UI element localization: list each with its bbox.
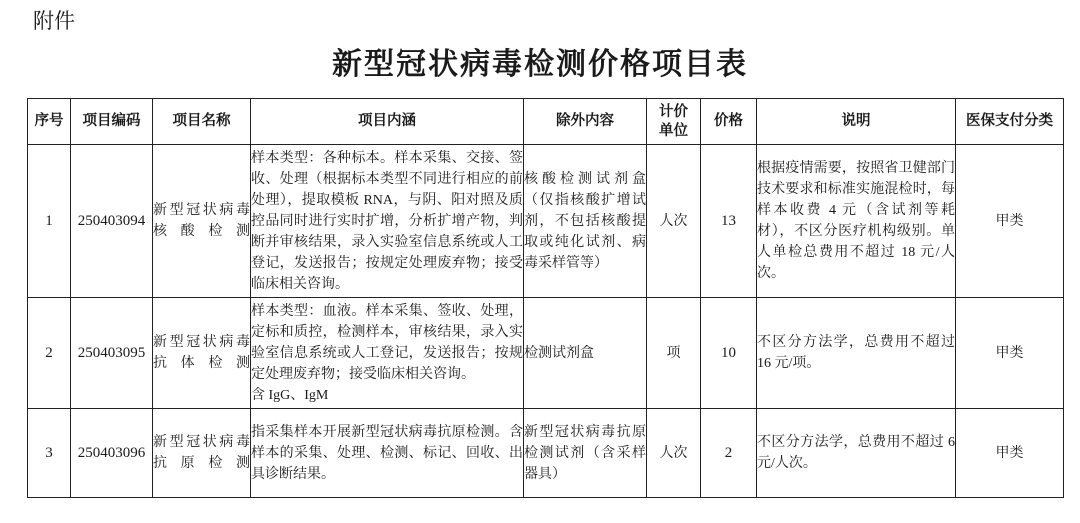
header-code: 项目编码 xyxy=(71,99,153,145)
table-row xyxy=(28,298,1064,409)
cell-index: 2 xyxy=(28,298,71,409)
price-table xyxy=(27,98,1064,498)
cell-content xyxy=(251,409,524,498)
cell-content xyxy=(251,145,524,298)
cell-notes: 不区分方法学，总费用不超过 6 元/人次。 xyxy=(757,409,956,498)
header-name: 项目名称 xyxy=(153,99,251,145)
cell-code: 250403095 xyxy=(71,298,153,409)
table-row xyxy=(28,145,1064,298)
header-notes: 说明 xyxy=(757,99,956,145)
table-row xyxy=(28,409,1064,498)
page-title: 新型冠状病毒检测价格项目表 xyxy=(332,48,748,81)
cell-price: 10 xyxy=(701,298,757,409)
cell-code: 250403094 xyxy=(71,145,153,298)
table-header xyxy=(28,99,1064,145)
cell-index: 1 xyxy=(28,145,71,298)
attachment-label: 附件 xyxy=(33,10,75,33)
cell-insurance: 甲类 xyxy=(956,409,1064,498)
cell-index: 3 xyxy=(28,409,71,498)
cell-insurance: 甲类 xyxy=(956,145,1064,298)
content-paragraph: 含 IgG、IgM xyxy=(251,387,329,403)
cell-price: 13 xyxy=(701,145,757,298)
content-paragraph: 指采集样本开展新型冠状病毒抗原检测。含样本的采集、处理、检测、标记、回收、出具诊断结果。 xyxy=(251,424,523,482)
cell-unit: 人次 xyxy=(647,145,701,298)
cell-name: 新型冠状病毒核酸检测 xyxy=(153,145,251,298)
header-unit xyxy=(647,99,701,145)
header-row xyxy=(28,99,1064,145)
cell-content xyxy=(251,298,524,409)
cell-price: 2 xyxy=(701,409,757,498)
header-content: 项目内涵 xyxy=(251,99,524,145)
cell-name: 新型冠状病毒抗体检测 xyxy=(153,298,251,409)
cell-excluded: 新型冠状病毒抗原检测试剂（含采样器具） xyxy=(524,409,647,498)
cell-code: 250403096 xyxy=(71,409,153,498)
content-paragraph: 样本类型：血液。样本采集、签收、处理，定标和质控，检测样本，审核结果，录入实验室信息系统或人工登记，发送报告；按规定处理废弃物；接受临床相关咨询。 xyxy=(251,303,523,382)
cell-name: 新型冠状病毒抗原检测 xyxy=(153,409,251,498)
header-unit-label: 计价单位 xyxy=(659,103,688,139)
content-paragraph: 样本类型：各种标本。样本采集、交接、签收、处理（根据标本类型不同进行相应的前处理），提取模板 RNA，与阴、阳对照及质控品同时进行实时扩增，分析扩增产物，判断并审核结果，录入实验室信息系统或人工登记，发送报告；按规定处理废弃物；接受临床相关咨询。 xyxy=(251,150,523,292)
table-body xyxy=(28,145,1064,498)
cell-excluded: 检测试剂盒 xyxy=(524,298,647,409)
cell-notes: 不区分方法学，总费用不超过 16 元/项。 xyxy=(757,298,956,409)
cell-notes: 根据疫情需要，按照省卫健部门技术要求和标准实施混检时，每样本收费 4 元（含试剂等耗材），不区分医疗机构级别。单人单检总费用不超过 18 元/人次。 xyxy=(757,145,956,298)
header-price: 价格 xyxy=(701,99,757,145)
cell-insurance: 甲类 xyxy=(956,298,1064,409)
cell-excluded: 核酸检测试剂盒（仅指核酸扩增试剂，不包括核酸提取或纯化试剂、病毒采样管等） xyxy=(524,145,647,298)
header-index: 序号 xyxy=(28,99,71,145)
header-insurance: 医保支付分类 xyxy=(956,99,1064,145)
cell-unit: 人次 xyxy=(647,409,701,498)
header-excluded: 除外内容 xyxy=(524,99,647,145)
cell-unit: 项 xyxy=(647,298,701,409)
